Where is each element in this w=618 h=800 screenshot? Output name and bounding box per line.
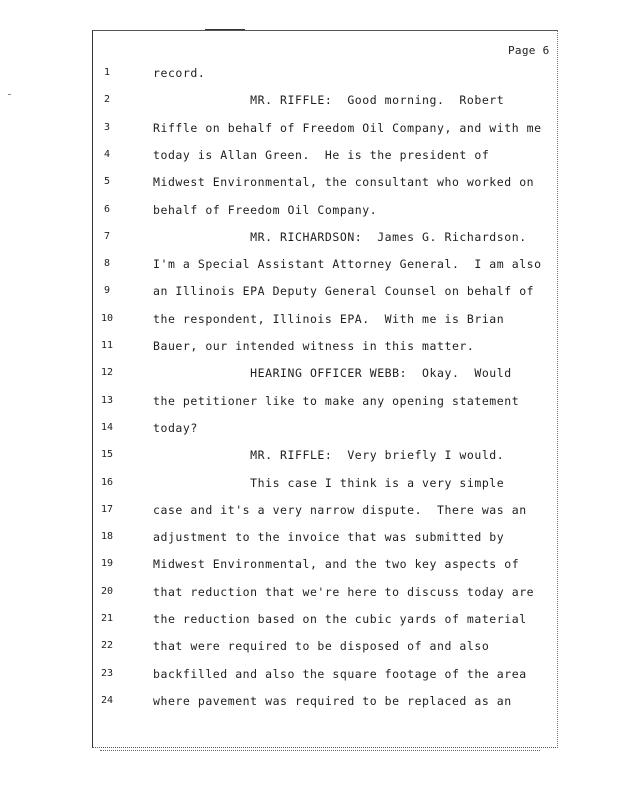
line-number: 17 [100, 504, 114, 515]
transcript-line: I'm a Special Assistant Attorney General. I am also [153, 257, 542, 271]
line-number: 10 [100, 313, 114, 324]
line-number: 6 [103, 204, 111, 215]
line-number: 8 [103, 258, 111, 269]
transcript-line: Riffle on behalf of Freedom Oil Company, and with me [153, 121, 542, 135]
line-number: 7 [103, 231, 111, 242]
line-number: 2 [103, 94, 111, 105]
transcript-line: where pavement was required to be replaced as an [153, 694, 512, 708]
scan-bottom-edge [100, 750, 540, 752]
line-number: 12 [100, 367, 114, 378]
line-number: 20 [100, 586, 114, 597]
transcript-line: MR. RIFFLE: Very briefly I would. [153, 448, 505, 462]
transcript-line: Midwest Environmental, the consultant who worked on [153, 175, 535, 189]
transcript-line: record. [153, 66, 206, 80]
line-number: 3 [103, 122, 111, 133]
line-number: 15 [100, 449, 114, 460]
line-number: 19 [100, 558, 114, 569]
line-number: 13 [100, 395, 114, 406]
transcript-line: the petitioner like to make any opening statement [153, 394, 520, 408]
line-number: 5 [103, 176, 111, 187]
transcript-line: HEARING OFFICER WEBB: Okay. Would [153, 366, 512, 380]
line-number: 18 [100, 531, 114, 542]
transcript-line: that reduction that we're here to discuss today are [153, 585, 535, 599]
line-number: 24 [100, 695, 114, 706]
transcript-line: MR. RICHARDSON: James G. Richardson. [153, 230, 527, 244]
transcript-line: the respondent, Illinois EPA. With me is Brian [153, 312, 505, 326]
transcript-line: backfilled and also the square footage of the area [153, 667, 527, 681]
line-number: 23 [100, 668, 114, 679]
page-number: Page 6 [508, 44, 550, 57]
transcript-line: This case I think is a very simple [153, 476, 505, 490]
line-number: 9 [103, 285, 111, 296]
line-number: 14 [100, 422, 114, 433]
transcript-line: MR. RIFFLE: Good morning. Robert [153, 93, 505, 107]
transcript-line: today is Allan Green. He is the president of [153, 148, 490, 162]
transcript-line: case and it's a very narrow dispute. There was an [153, 503, 527, 517]
transcript-line: that were required to be disposed of and also [153, 639, 490, 653]
line-number: 22 [100, 640, 114, 651]
line-number: 4 [103, 149, 111, 160]
transcript-line: behalf of Freedom Oil Company. [153, 203, 378, 217]
transcript-line: today? [153, 421, 198, 435]
line-number: 21 [100, 613, 114, 624]
transcript-line: adjustment to the invoice that was submitted by [153, 530, 505, 544]
transcript-line: Midwest Environmental, and the two key aspects of [153, 557, 520, 571]
transcript-line: the reduction based on the cubic yards of material [153, 612, 527, 626]
scan-margin-mark [8, 94, 11, 95]
line-number: 1 [103, 67, 111, 78]
transcript-line: an Illinois EPA Deputy General Counsel on behalf of [153, 284, 535, 298]
transcript-line: Bauer, our intended witness in this matter. [153, 339, 475, 353]
line-number: 11 [100, 340, 114, 351]
line-number: 16 [100, 477, 114, 488]
